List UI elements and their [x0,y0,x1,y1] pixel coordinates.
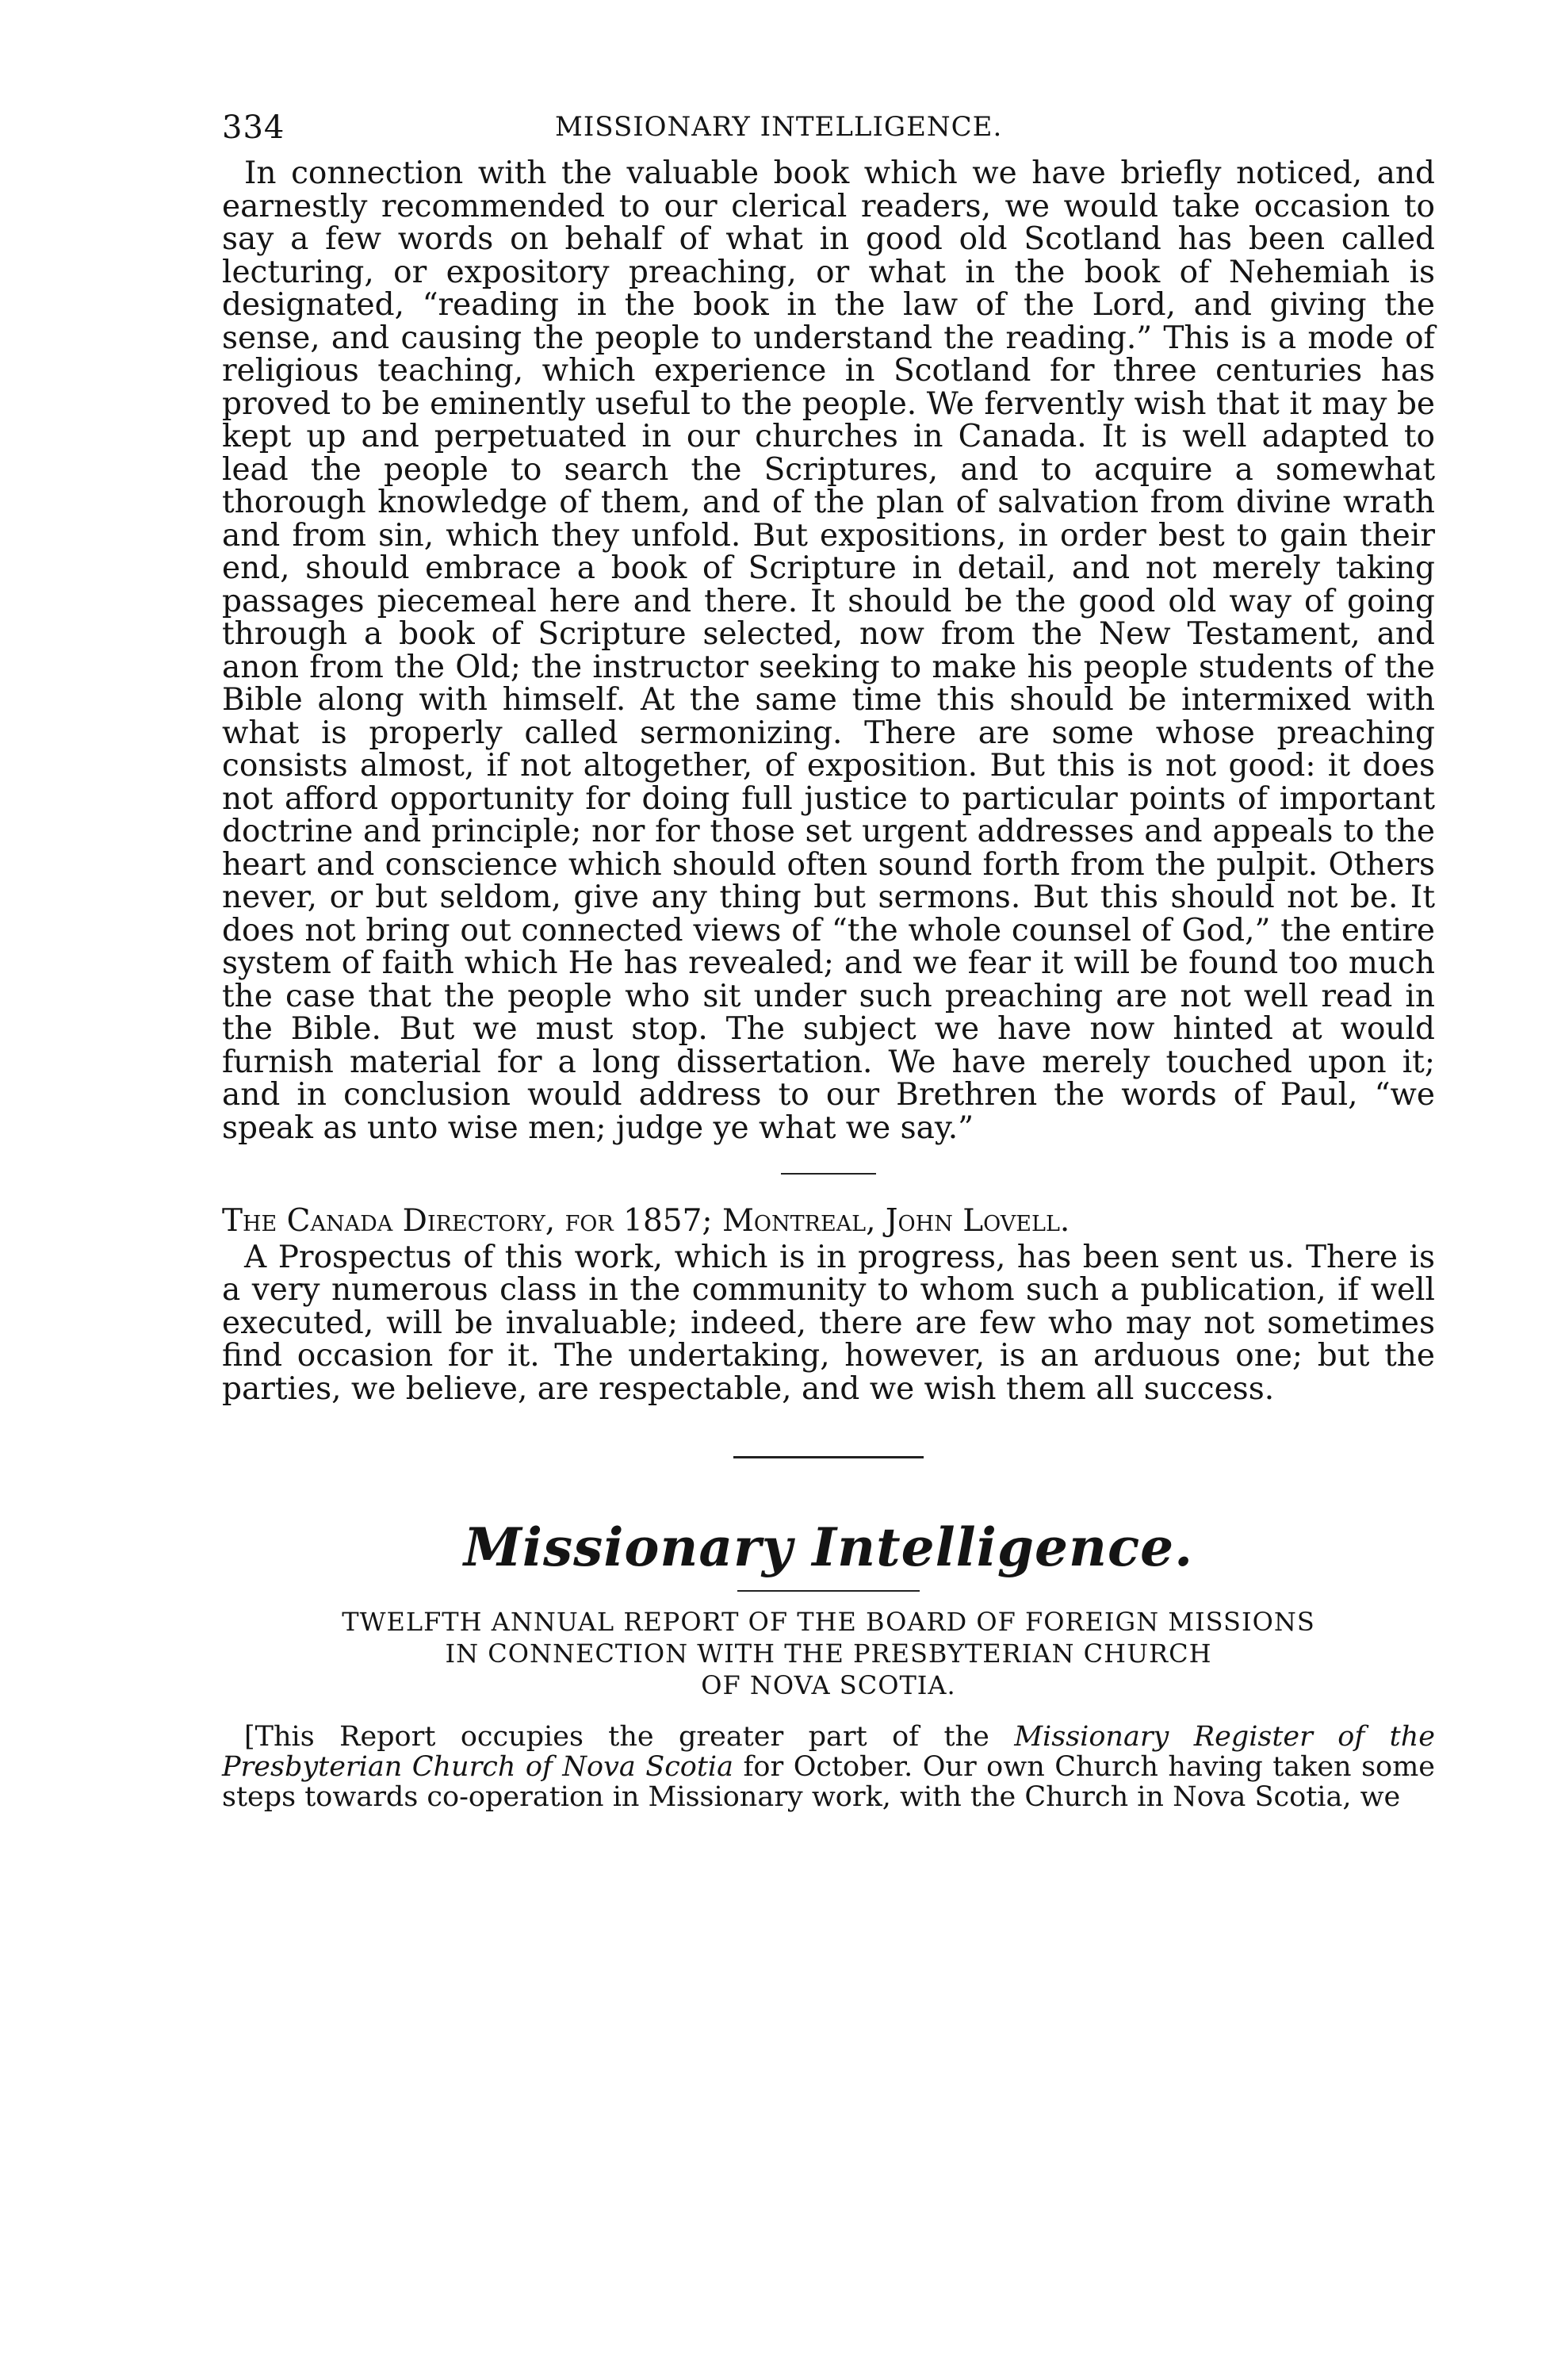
report-heading [222,1606,1435,1701]
report-note-before: [This Report occupies the greater part of the [244,1721,1015,1753]
report-note-italic: Missionary Register of the Presbyterian Church of Nova Scotia [222,1721,1435,1783]
report-heading-line: TWELFTH ANNUAL REPORT OF THE BOARD OF FOREIGN MISSIONS [342,1607,1315,1637]
running-title: MISSIONARY INTELLIGENCE. [555,111,1003,143]
page-number: 334 [222,109,285,146]
notice-title: The Canada Directory, for 1857; Montreal, John Lovell. [222,1203,1070,1239]
separator-rule [781,1173,876,1175]
title-underline-rule [737,1590,920,1592]
running-head [222,109,1435,157]
report-note [222,1722,1435,1812]
page [222,109,1435,1812]
report-heading-line: IN CONNECTION WITH THE PRESBYTERIAN CHURCH [445,1638,1212,1669]
article-paragraph: In connection with the valuable book which we have briefly noticed, and earnestly recommended to our clerical readers, we would take occasion to say a few words on behalf of what in good old Scotland has been called lecturing, or expository preaching, or what in the book of Nehemiah is designated, “reading in the book in the law of the Lord, and giving the sense, and causing the people to understand the reading.” This is a mode of religious teaching, which experience in Scotland for three centuries has proved to be eminently useful to the people. We fervently wish that it may be kept up and perpetuated in our churches in Canada. It is well adapted to lead the people to search the Scriptures, and to acquire a somewhat thorough knowledge of them, and of the plan of salvation from divine wrath and from sin, which they unfold. But expositions, in order best to gain their end, should embrace a book of Scripture in detail, and not merely taking passages piecemeal here and there. It should be the good old way of going through a book of Scripture selected, now from the New Testament, and anon from the Old; the instructor seeking to make his people students of the Bible along with himself. At the same time this should be intermixed with what is properly called sermonizing. There are some whose preaching consists almost, if not altogether, of exposition. But this is not good: it does not afford opportunity for doing full justice to particular points of important doctrine and principle; nor for those set urgent addresses and appeals to the heart and conscience which should often sound forth from the pulpit. Others never, or but seldom, give any thing but sermons. But this should not be. It does not bring out connected views of “the whole counsel of God,” the entire system of faith which He has revealed; and we fear it will be found too much the case that the people who sit under such preaching are not well read in the Bible. But we must stop. The subject we have now hinted at would furnish material for a long dissertation. We have merely touched upon it; and in conclusion would address to our Brethren the words of Paul, “we speak as unto wise men; judge ye what we say.” [222,155,1435,1146]
section-separator-rule [733,1456,924,1458]
report-note-after: for October. Our own Church having taken some steps towards co-operation in Missionary work, with the Church in Nova Scotia, we [222,1751,1435,1813]
section-title: Missionary Intelligence. [463,1516,1194,1578]
notice-paragraph: A Prospectus of this work, which is in progress, has been sent us. There is a very numerous class in the community to whom such a publication, if well executed, will be invaluable; indeed, there are few who may not sometimes find occasion for it. The undertaking, however, is an arduous one; but the parties, we believe, are respectable, and we wish them all success. [222,1239,1435,1407]
report-heading-line: OF NOVA SCOTIA. [701,1670,956,1700]
